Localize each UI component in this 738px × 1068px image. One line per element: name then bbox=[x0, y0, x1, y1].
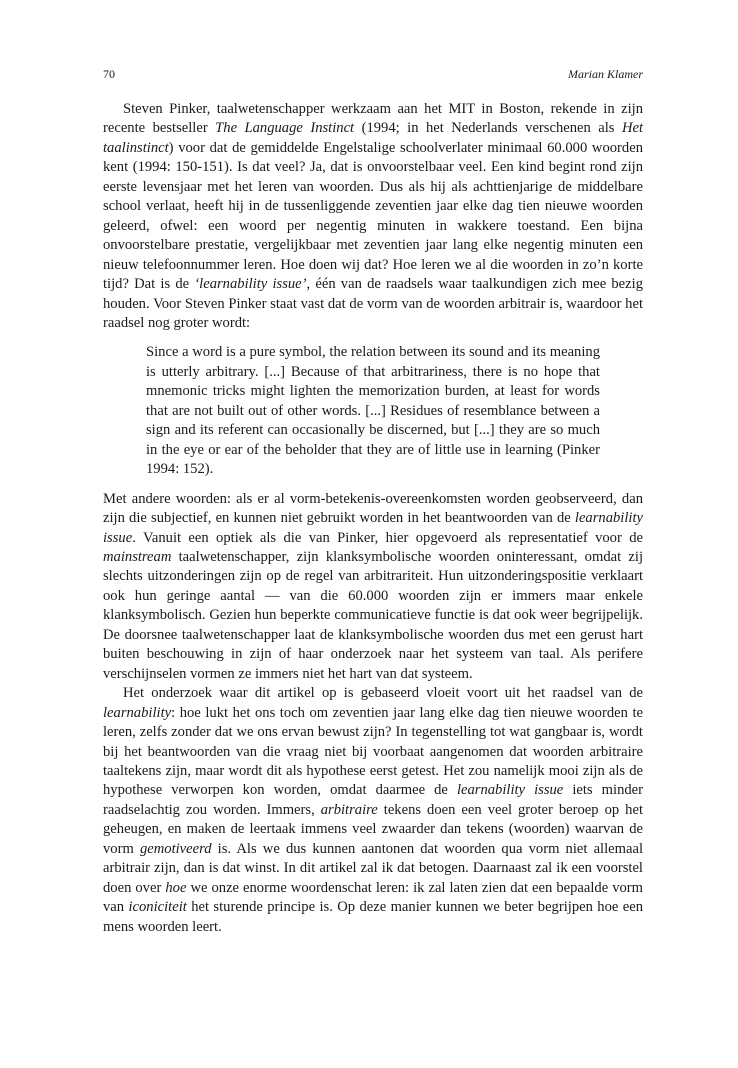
term-hoe: hoe bbox=[165, 879, 187, 896]
term-iconiciteit: iconiciteit bbox=[128, 899, 187, 916]
paragraph-3 bbox=[103, 684, 643, 937]
paragraph-2 bbox=[103, 490, 643, 685]
block-quote: Since a word is a pure symbol, the relation between its sound and its meaning is utterly arbitrary. [...] Because of that arbitrariness, there is no hope that mnemonic tricks might lighten the memorization burden, at least for words that are not built out of other words. [...] Residues of resemblance between a sign and its referent can occasionally be discerned, but [...] they are so much in the eye or ear of the beholder that they are of little use in learning (Pinker 1994: 152). bbox=[146, 344, 600, 478]
text: : hoe lukt het ons toch om zeventien jaar lang elke dag tien nieuwe woorden te leren, zelfs zonder dat we ons ervan bewust zijn? In tegenstelling tot wat gangbaar is, wordt bij het beantwoorden van die vraag niet bij voorbaat aangenomen dat woorden arbitraire taaltekens zijn, maar wordt dit als hypothese eerst getest. Het zou namelijk mooi zijn als de hypothese verworpen kon worden, omdat daarmee de bbox=[103, 704, 643, 799]
term-learnability-issue: learnability issue bbox=[456, 782, 564, 799]
text: taalwetenschapper, zijn klanksymbolische woorden oninteressant, omdat zij slechts uitzonderingen zijn op de regel van arbitrariteit. Hun uitzonderingspositie verklaart ook hun geringe aantal — van die 60.000 woorden zijn er immers maar enkele klanksymbolisch. Gezien hun beperkte communicatieve functie is dat ook weer begrijpelijk. De doorsnee taalwetenschapper laat de klanksymbolische woorden dus met een gerust hart buiten beschouwing in zijn of haar onderzoek naar het systeem van taal. Als perifere verschijnselen vormen ze immers niet het hart van dat systeem. bbox=[103, 548, 643, 682]
term-mainstream: mainstream bbox=[103, 548, 172, 565]
page bbox=[103, 66, 643, 937]
term-learnability-issue: learnability issue bbox=[103, 510, 643, 546]
text: we onze enorme woordenschat leren: ik zal laten zien dat een bepaalde vorm van bbox=[103, 879, 643, 916]
dutch-book-title: Het taalinstinct bbox=[103, 120, 644, 156]
text: Met andere woorden: als er al vorm-betekenis-overeenkomsten worden geobserveerd, dan zijn die subjectief, en kunnen niet gebruikt worden in het beantwoorden van de bbox=[103, 490, 643, 527]
running-head bbox=[103, 66, 643, 82]
book-title: The Language Instinct bbox=[215, 120, 355, 137]
page-number: 70 bbox=[103, 67, 115, 81]
text: (1994; in het Nederlands verschenen als bbox=[354, 120, 622, 137]
text: Steven Pinker, taalwetenschapper werkzaam aan het MIT in Boston, rekende in zijn recente bestseller bbox=[103, 101, 643, 137]
text: ) voor dat de gemiddelde Engelstalige schoolverlater minimaal 60.000 woorden kent (1994: 150-151). Is dat veel? Ja, dat is onvoorstelbaar veel. Een kind begint rond zijn eerste levensjaar met het leren van woorden. Dus als hij als achttienjarige de middelbare school verlaat, heeft hij in de tussenliggende zeventien jaar elke dag tien nieuwe woorden geleerd, ofwel: een woord per negentig minuten in wakkere toestand. Een bijna onvoorstelbare prestatie, vergelijkbaar met zeventien jaar lang elke negentig minuten een nieuw telefoonnummer leren. Hoe doen wij dat? Hoe leren we al die woorden in zo’n korte tijd? Dat is de bbox=[103, 139, 643, 293]
text: Het onderzoek waar dit artikel op is gebaseerd vloeit voort uit het raadsel van de bbox=[123, 685, 643, 702]
term-gemotiveerd: gemotiveerd bbox=[139, 840, 212, 857]
text: , één van de raadsels waar taalkundigen zich mee bezig houden. Voor Steven Pinker staat vast dat de vorm van de woorden arbitrair is, waardoor het raadsel nog groter wordt: bbox=[103, 276, 643, 331]
text: . Vanuit een optiek als die van Pinker, hier opgevoerd als representatief voor de bbox=[132, 529, 643, 546]
paragraph-1 bbox=[103, 100, 643, 333]
running-head-author: Marian Klamer bbox=[568, 67, 643, 81]
term-learnability: learnability bbox=[103, 704, 172, 721]
text: het sturende principe is. Op deze manier kunnen we beter begrijpen hoe een mens woorden leert. bbox=[103, 899, 643, 935]
term-arbitraire: arbitraire bbox=[320, 801, 378, 818]
text: iets minder raadselachtig zou worden. Immers, bbox=[103, 782, 643, 818]
text: is. Als we dus kunnen aantonen dat woorden qua vorm niet allemaal arbitrair zijn, dan is dat winst. In dit artikel zal ik dat betogen. Daarnaast zal ik een voorstel doen over bbox=[103, 840, 643, 896]
term-learnability-issue: ‘learnability issue’ bbox=[194, 276, 307, 293]
text: tekens doen een veel groter beroep op het geheugen, en maken de leertaak immens veel zwaarder dan tekens (woorden) waarvan de vorm bbox=[103, 801, 643, 857]
